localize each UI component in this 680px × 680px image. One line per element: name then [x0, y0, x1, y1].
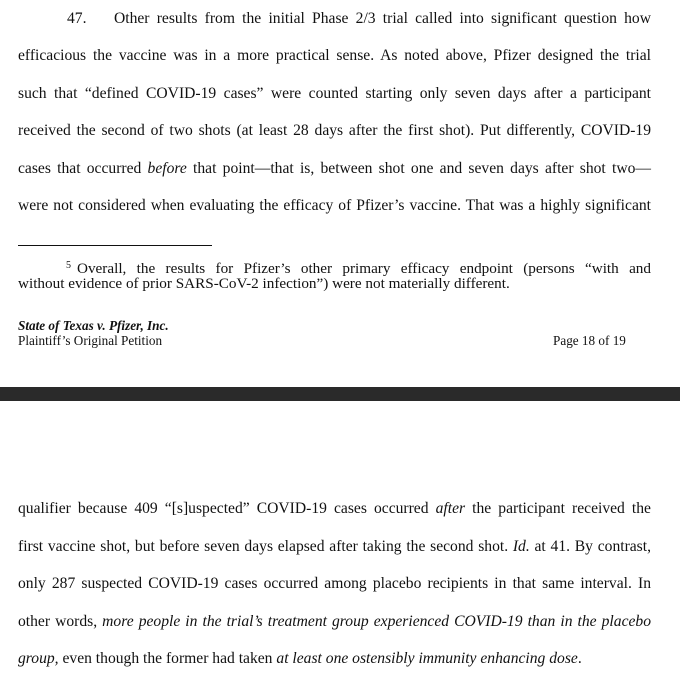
continuation-line-3: only 287 suspected COVID-19 cases occurred among placebo recipients in that same interval. In: [18, 575, 651, 592]
line-text: at 41. By contrast,: [529, 538, 651, 555]
continuation-line-5: [18, 649, 651, 669]
line-text: even though the former had taken: [58, 650, 277, 667]
line-text: other words,: [18, 613, 103, 630]
emphasis-text: group,: [18, 650, 59, 667]
document-page-19: [0, 401, 680, 680]
paragraph-47-line-1: [18, 9, 651, 29]
line-text: cases that occurred: [18, 160, 148, 177]
emphasis-text: at least one ostensibly immunity enhancing dose: [276, 650, 578, 667]
line-text: first vaccine shot, but before seven days elapsed after taking the second shot.: [18, 538, 513, 555]
footnote-marker: 5: [66, 260, 71, 271]
footnote-text: Overall, the results for Pfizer’s other primary efficacy endpoint (persons “with and: [77, 260, 651, 277]
footnote-5-line-2: without evidence of prior SARS-CoV-2 infection”) were not materially different.: [18, 275, 510, 292]
paragraph-47-line-6: were not considered when evaluating the efficacy of Pfizer’s vaccine. That was a highly significant: [18, 197, 651, 214]
emphasis-text: before: [147, 160, 187, 177]
continuation-line-2: [18, 537, 651, 557]
citation-text: Id.: [512, 538, 530, 555]
paragraph-47-line-5: [18, 159, 651, 179]
paragraph-47-line-4: received the second of two shots (at least 28 days after the first shot). Put differently, COVID-19: [18, 122, 651, 139]
emphasis-text: more people in the trial’s treatment group experienced COVID-19 than in the placebo: [102, 613, 652, 630]
line-text: that point—that is, between shot one and seven days after shot two—: [186, 160, 651, 177]
line-text: the participant received the: [465, 500, 651, 517]
case-caption: State of Texas v. Pfizer, Inc.: [18, 318, 169, 333]
line-text: .: [577, 650, 582, 667]
continuation-line-1: [18, 499, 651, 519]
emphasis-text: after: [435, 500, 466, 517]
paragraph-47-line-2: efficacious the vaccine was in a more practical sense. As noted above, Pfizer designed the trial: [18, 47, 651, 64]
line-text: qualifier because 409 “[s]uspected” COVID-19 cases occurred: [18, 500, 436, 517]
document-title: Plaintiff’s Original Petition: [18, 333, 163, 348]
continuation-line-4: [18, 612, 651, 632]
page-break-divider: [0, 387, 680, 401]
paragraph-number: 47.: [67, 10, 87, 27]
page-number: Page 18 of 19: [553, 333, 626, 348]
line-text: Other results from the initial Phase 2/3 trial called into significant question how: [114, 10, 651, 27]
paragraph-47-line-3: such that “defined COVID-19 cases” were counted starting only seven days after a participant: [18, 85, 651, 102]
footnote-separator: [18, 245, 212, 246]
